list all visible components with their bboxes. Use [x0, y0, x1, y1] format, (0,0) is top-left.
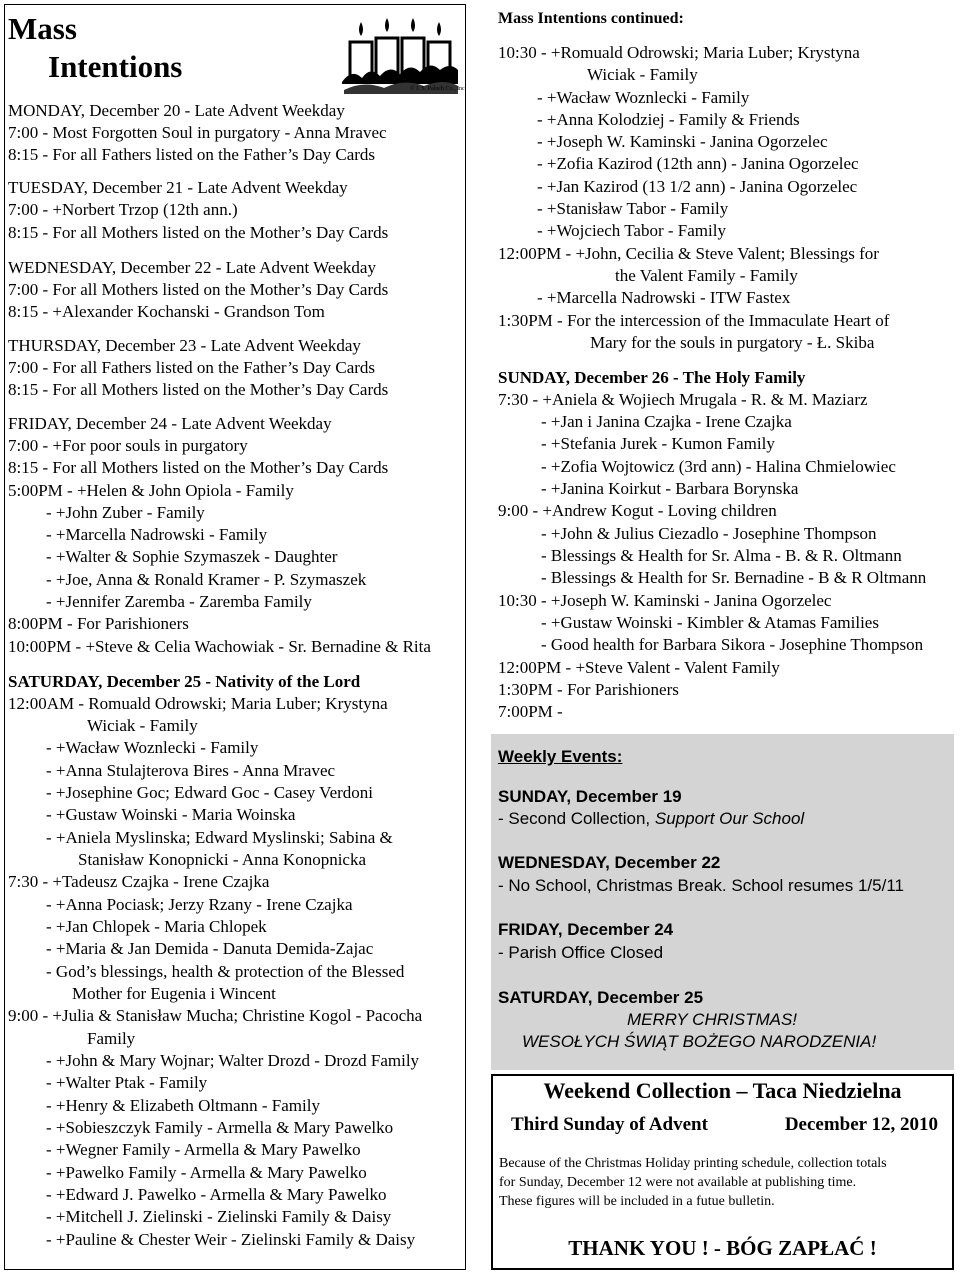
intention-line: - +Walter Ptak - Family [46, 1073, 208, 1092]
intention-line: 7:00 - Most Forgotten Soul in purgatory - Anna Mravec [8, 123, 387, 142]
intention-line: THURSDAY, December 23 - Late Advent Weekday [8, 336, 361, 355]
event-line: WEDNESDAY, December 22 [498, 853, 721, 872]
event-line: SATURDAY, December 25 [498, 988, 704, 1007]
thank-you-text: THANK YOU ! - BÓG ZAPŁAĆ ! [568, 1236, 877, 1260]
event-line: FRIDAY, December 24 [498, 920, 674, 939]
intention-line: 5:00PM - +Helen & John Opiola - Family [8, 481, 294, 500]
intention-line: Stanisław Konopnicki - Anna Konopnicka [78, 850, 367, 869]
intention-line: 1:30PM - For Parishioners [498, 680, 679, 699]
intention-line: 10:00PM - +Steve & Celia Wachowiak - Sr. Bernadine & Rita [8, 637, 431, 656]
intention-line: 7:00 - For all Mothers listed on the Mother’s Day Cards [8, 280, 389, 299]
intention-line: 7:00 - +For poor souls in purgatory [8, 436, 248, 455]
intention-line: 7:00PM - [498, 702, 563, 721]
intention-line: - +Maria & Jan Demida - Danuta Demida-Zajac [46, 939, 374, 958]
intention-line: Wiciak - Family [87, 716, 198, 735]
collection-week: Third Sunday of Advent [511, 1114, 708, 1135]
intention-line: 12:00PM - +John, Cecilia & Steve Valent; Blessings for [498, 244, 879, 263]
intention-line: - +Mitchell J. Zielinski - Zielinski Family & Daisy [46, 1207, 392, 1226]
intention-line: - +Jan i Janina Czajka - Irene Czajka [541, 412, 792, 431]
intention-line: 10:30 - +Romuald Odrowski; Maria Luber; Krystyna [498, 43, 860, 62]
collection-note-line: These figures will be included in a futue bulletin. [499, 1194, 775, 1209]
intention-line: - +Anna Stulajterova Bires - Anna Mravec [46, 761, 336, 780]
intention-line: - +Wacław Woznlecki - Family [46, 738, 259, 757]
intention-line: - +Henry & Elizabeth Oltmann - Family [46, 1096, 320, 1115]
event-line: MERRY CHRISTMAS! [627, 1010, 798, 1029]
intention-line: - +Sobieszczyk Family - Armella & Mary Pawelko [46, 1118, 394, 1137]
intention-line: Wiciak - Family [587, 65, 698, 84]
intention-line: 8:15 - For all Fathers listed on the Father’s Day Cards [8, 145, 376, 164]
intention-line: - +Walter & Sophie Szymaszek - Daughter [46, 547, 338, 566]
intention-line: - +Zofia Kazirod (12th ann) - Janina Ogorzelec [537, 154, 859, 173]
collection-title: Weekend Collection – Taca Niedzielna [543, 1078, 902, 1103]
right-heading: Mass Intentions continued: [498, 10, 684, 27]
intention-line: 9:00 - +Andrew Kogut - Loving children [498, 501, 777, 520]
intention-line: 1:30PM - For the intercession of the Immaculate Heart of [498, 311, 890, 330]
event-line: WESOŁYCH ŚWIĄT BOŻEGO NARODZENIA! [522, 1032, 877, 1051]
intention-line: - +Zofia Wojtowicz (3rd ann) - Halina Chmielowiec [541, 457, 896, 476]
intention-line: SUNDAY, December 26 - The Holy Family [498, 368, 806, 387]
intention-line: WEDNESDAY, December 22 - Late Advent Weekday [8, 258, 376, 277]
intention-line: 7:30 - +Tadeusz Czajka - Irene Czajka [8, 872, 270, 891]
intention-line: - +Stefania Jurek - Kumon Family [541, 434, 775, 453]
intention-line: 10:30 - +Joseph W. Kaminski - Janina Ogorzelec [498, 591, 832, 610]
collection-date: December 12, 2010 [784, 1114, 938, 1135]
intention-line: - +Edward J. Pawelko - Armella & Mary Pawelko [46, 1185, 387, 1204]
intention-line: - +Jennifer Zaremba - Zaremba Family [46, 592, 312, 611]
collection-note [499, 1154, 887, 1211]
intention-line: - +Aniela Myslinska; Edward Myslinski; Sabina & [46, 828, 393, 847]
intention-line: - +Gustaw Woinski - Maria Woinska [46, 805, 296, 824]
intention-line: 9:00 - +Julia & Stanisław Mucha; Christine Kogol - Pacocha [8, 1006, 423, 1025]
intention-line: - +Marcella Nadrowski - Family [46, 525, 268, 544]
intention-line: 8:15 - +Alexander Kochanski - Grandson Tom [8, 302, 325, 321]
intention-line: - Blessings & Health for Sr. Bernadine - B & R Oltmann [541, 568, 927, 587]
intention-line: 7:00 - For all Fathers listed on the Father’s Day Cards [8, 358, 376, 377]
intention-line: - Good health for Barbara Sikora - Josephine Thompson [541, 635, 924, 654]
intention-line: - +Pawelko Family - Armella & Mary Pawelko [46, 1163, 367, 1182]
collection-note-line: for Sunday, December 12 were not available at publishing time. [499, 1175, 857, 1190]
intention-line: - +Josephine Goc; Edward Goc - Casey Verdoni [46, 783, 374, 802]
image-copyright: © J. S. Paluch Co., Inc. [410, 86, 467, 92]
collection-box [491, 1074, 954, 1270]
collection-note-line: Because of the Christmas Holiday printing schedule, collection totals [499, 1156, 887, 1171]
intention-line: - +Jan Kazirod (13 1/2 ann) - Janina Ogorzelec [537, 177, 858, 196]
intention-line: - +Wojciech Tabor - Family [537, 221, 726, 240]
intention-line: 7:30 - +Aniela & Wojiech Mrugala - R. & M. Maziarz [498, 390, 868, 409]
intention-line: - +Marcella Nadrowski - ITW Fastex [537, 288, 791, 307]
intention-line: FRIDAY, December 24 - Late Advent Weekday [8, 414, 332, 433]
intention-line: Mother for Eugenia i Wincent [72, 984, 276, 1003]
intention-line: - +Stanisław Tabor - Family [537, 199, 729, 218]
intention-line: MONDAY, December 20 - Late Advent Weekday [8, 101, 345, 120]
intention-line: - +John Zuber - Family [46, 503, 205, 522]
intention-line: - +Wegner Family - Armella & Mary Pawelko [46, 1140, 361, 1159]
intention-line: Mary for the souls in purgatory - Ł. Skiba [590, 333, 875, 352]
intention-line: 8:15 - For all Mothers listed on the Mother’s Day Cards [8, 458, 389, 477]
event-line: - Second Collection, Support Our School [498, 809, 805, 828]
intention-line: - +Anna Kolodziej - Family & Friends [537, 110, 800, 129]
intention-line: - +Jan Chlopek - Maria Chlopek [46, 917, 267, 936]
intention-line: Family [87, 1029, 136, 1048]
intention-line: 8:00PM - For Parishioners [8, 614, 189, 633]
intention-line: 12:00AM - Romuald Odrowski; Maria Luber; Krystyna [8, 694, 388, 713]
event-line: - No School, Christmas Break. School resumes 1/5/11 [498, 876, 904, 895]
intention-line: - +Joe, Anna & Ronald Kramer - P. Szymaszek [46, 570, 367, 589]
intention-line: the Valent Family - Family [615, 266, 798, 285]
intention-line: - +Pauline & Chester Weir - Zielinski Family & Daisy [46, 1230, 416, 1249]
intention-line: - +Anna Pociask; Jerzy Rzany - Irene Czajka [46, 895, 353, 914]
event-line: Weekly Events: [498, 747, 623, 766]
page-title [8, 10, 182, 86]
intention-line: - Blessings & Health for Sr. Alma - B. & R. Oltmann [541, 546, 902, 565]
intention-line: - +John & Mary Wojnar; Walter Drozd - Drozd Family [46, 1051, 420, 1070]
intention-line: - +John & Julius Ciezadlo - Josephine Thompson [541, 524, 877, 543]
event-line: - Parish Office Closed [498, 943, 664, 962]
intention-line: - +Joseph W. Kaminski - Janina Ogorzelec [537, 132, 828, 151]
intention-line: 7:00 - +Norbert Trzop (12th ann.) [8, 200, 238, 219]
event-detail-italic: Support Our School [654, 809, 805, 828]
intention-line: 12:00PM - +Steve Valent - Valent Family [498, 658, 780, 677]
intention-line: 8:15 - For all Mothers listed on the Mother’s Day Cards [8, 223, 389, 242]
intention-line: - +Wacław Woznlecki - Family [537, 88, 750, 107]
intention-line: - God’s blessings, health & protection of the Blessed [46, 962, 405, 981]
intention-line: TUESDAY, December 21 - Late Advent Weekday [8, 178, 348, 197]
intention-line: SATURDAY, December 25 - Nativity of the Lord [8, 672, 361, 691]
intention-line: - +Janina Koirkut - Barbara Borynska [541, 479, 799, 498]
event-line: SUNDAY, December 19 [498, 787, 682, 806]
title-line-2: Intentions [48, 49, 183, 84]
intention-line: - +Gustaw Woinski - Kimbler & Atamas Families [541, 613, 879, 632]
intention-line: 8:15 - For all Mothers listed on the Mother’s Day Cards [8, 380, 389, 399]
title-line-1: Mass [8, 11, 77, 46]
